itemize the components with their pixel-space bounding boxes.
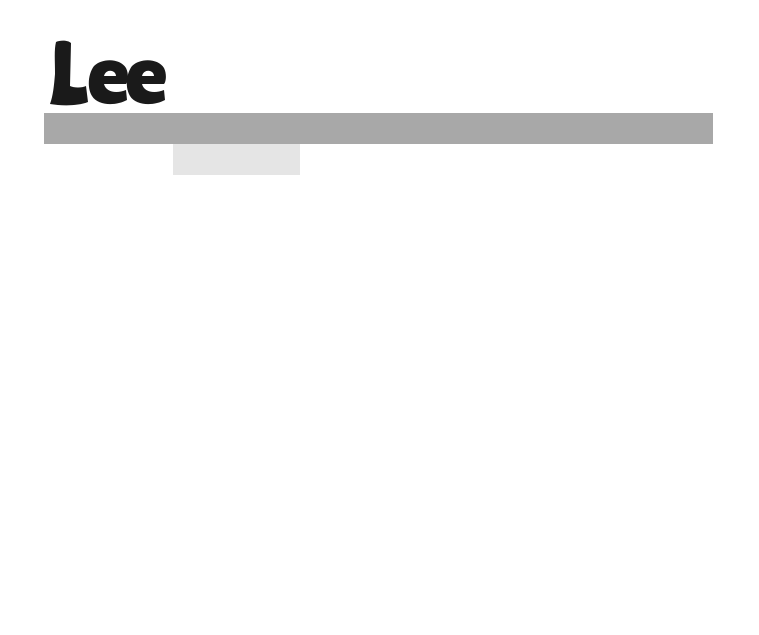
table-header <box>44 113 713 144</box>
waist-column <box>302 144 512 601</box>
table-body <box>44 144 713 601</box>
number-column <box>173 144 300 601</box>
size-column <box>44 144 171 601</box>
size-chart-table <box>44 113 713 601</box>
number-group <box>173 144 300 175</box>
lee-logo <box>46 36 176 114</box>
hip-column <box>514 144 713 601</box>
